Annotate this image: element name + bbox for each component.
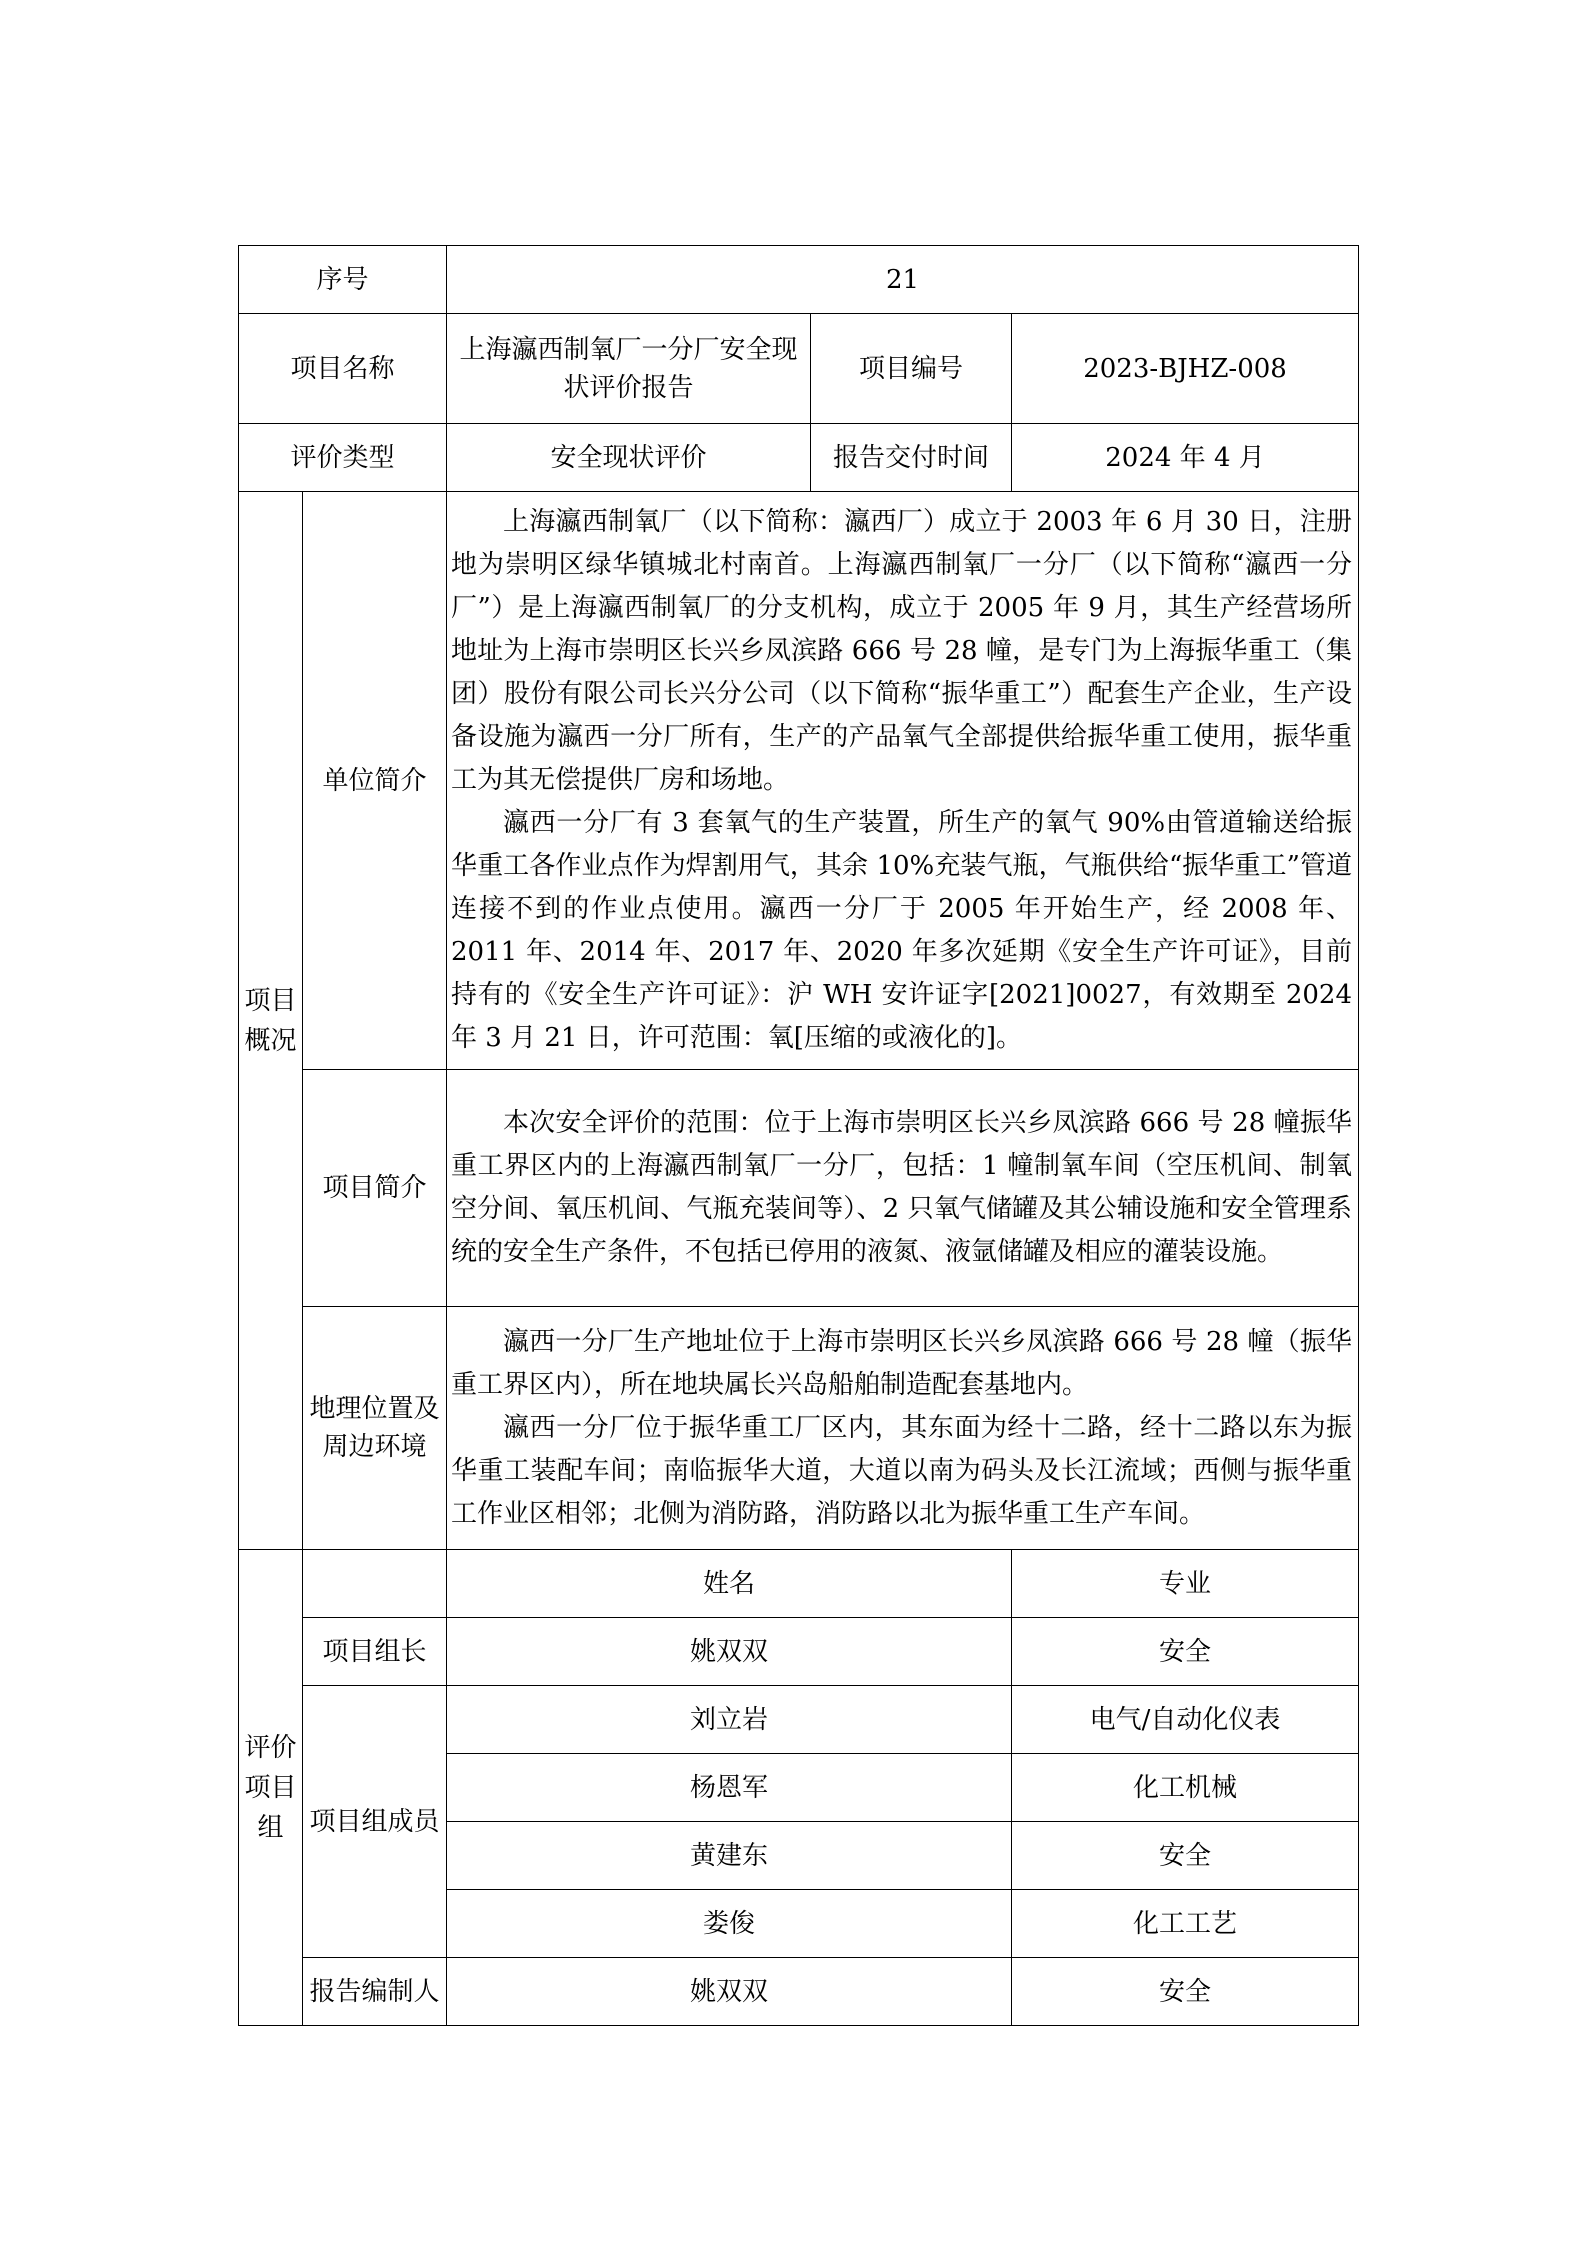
project-intro-text — [447, 1070, 1359, 1307]
seq-value: 21 — [447, 246, 1359, 314]
row-team-leader — [239, 1618, 1359, 1686]
row-unit-intro — [239, 492, 1359, 1070]
member-major: 安全 — [1012, 1822, 1359, 1890]
leader-name: 姚双双 — [447, 1618, 1012, 1686]
leader-major: 安全 — [1012, 1618, 1359, 1686]
author-major: 安全 — [1012, 1958, 1359, 2026]
row-project-name — [239, 314, 1359, 424]
row-team-member — [239, 1686, 1359, 1754]
member-name: 刘立岩 — [447, 1686, 1012, 1754]
row-project-intro — [239, 1070, 1359, 1307]
project-name-label: 项目名称 — [239, 314, 447, 424]
team-section-label: 评价项目组 — [239, 1550, 303, 2026]
seq-label: 序号 — [239, 246, 447, 314]
location-paragraph: 瀛西一分厂位于振华重工厂区内，其东面为经十二路，经十二路以东为振华重工装配车间；南临振华大道，大道以南为码头及长江流域；西侧与振华重工作业区相邻；北侧为消防路，消防路以北为振华重工生产车间。 — [451, 1412, 1353, 1529]
member-major: 化工机械 — [1012, 1754, 1359, 1822]
location-label: 地理位置及周边环境 — [303, 1307, 447, 1550]
member-name: 杨恩军 — [447, 1754, 1012, 1822]
unit-intro-label: 单位简介 — [303, 492, 447, 1070]
project-intro-label: 项目简介 — [303, 1070, 447, 1307]
delivery-time-label: 报告交付时间 — [811, 424, 1012, 492]
team-major-header: 专业 — [1012, 1550, 1359, 1618]
location-text — [447, 1307, 1359, 1550]
row-eval-type — [239, 424, 1359, 492]
member-name: 黄建东 — [447, 1822, 1012, 1890]
unit-intro-text — [447, 492, 1359, 1070]
unit-intro-paragraph: 上海瀛西制氧厂（以下简称：瀛西厂）成立于 2003 年 6 月 30 日，注册地为崇明区绿华镇城北村南首。上海瀛西制氧厂一分厂（以下简称“瀛西一分厂”）是上海瀛西制氧厂的分支机构，成立于 2005 年 9 月，其生产经营场所地址为上海市崇明区长兴乡凤滨路 666 号 28 幢，是专门为上海振华重工（集团）股份有限公司长兴分公司（以下简称“振华重工”）配套生产企业，生产设备设施为瀛西一分厂所有，生产的产品氧气全部提供给振华重工使用，振华重工为其无偿提供厂房和场地。 — [451, 507, 1353, 795]
team-header-blank — [303, 1550, 447, 1618]
team-name-header: 姓名 — [447, 1550, 1012, 1618]
overview-section-label: 项目概况 — [239, 492, 303, 1550]
member-major: 电气/自动化仪表 — [1012, 1686, 1359, 1754]
eval-type-label: 评价类型 — [239, 424, 447, 492]
project-intro-paragraph: 本次安全评价的范围：位于上海市崇明区长兴乡凤滨路 666 号 28 幢振华重工界区内的上海瀛西制氧厂一分厂，包括：1 幢制氧车间（空压机间、制氧空分间、氧压机间、气瓶充装间等）、2 只氧气储罐及其公辅设施和安全管理系统的安全生产条件，不包括已停用的液氮、液氩储罐及相应的灌装设施。 — [451, 1108, 1353, 1267]
project-name-value: 上海瀛西制氧厂一分厂安全现状评价报告 — [447, 314, 811, 424]
row-report-author — [239, 1958, 1359, 2026]
author-role: 报告编制人 — [303, 1958, 447, 2026]
unit-intro-paragraph: 瀛西一分厂有 3 套氧气的生产装置，所生产的氧气 90%由管道输送给振华重工各作业点作为焊割用气，其余 10%充装气瓶，气瓶供给“振华重工”管道连接不到的作业点使用。瀛西一分厂于 2005 年开始生产，经 2008 年、2011 年、2014 年、2017 年、2020 年多次延期《安全生产许可证》，目前持有的《安全生产许可证》：沪 WH 安许证字[2021]0027，有效期至 2024 年 3 月 21 日，许可范围：氧[压缩的或液化的]。 — [451, 808, 1353, 1053]
project-code-label: 项目编号 — [811, 314, 1012, 424]
eval-type-value: 安全现状评价 — [447, 424, 811, 492]
project-code-value: 2023-BJHZ-008 — [1012, 314, 1359, 424]
row-seq — [239, 246, 1359, 314]
member-major: 化工工艺 — [1012, 1890, 1359, 1958]
leader-role: 项目组长 — [303, 1618, 447, 1686]
location-paragraph: 瀛西一分厂生产地址位于上海市崇明区长兴乡凤滨路 666 号 28 幢（振华重工界区内），所在地块属长兴岛船舶制造配套基地内。 — [451, 1326, 1353, 1400]
members-label: 项目组成员 — [303, 1686, 447, 1958]
member-name: 娄俊 — [447, 1890, 1012, 1958]
row-team-header — [239, 1550, 1359, 1618]
delivery-time-value: 2024 年 4 月 — [1012, 424, 1359, 492]
report-table — [238, 245, 1359, 2026]
author-name: 姚双双 — [447, 1958, 1012, 2026]
row-location — [239, 1307, 1359, 1550]
